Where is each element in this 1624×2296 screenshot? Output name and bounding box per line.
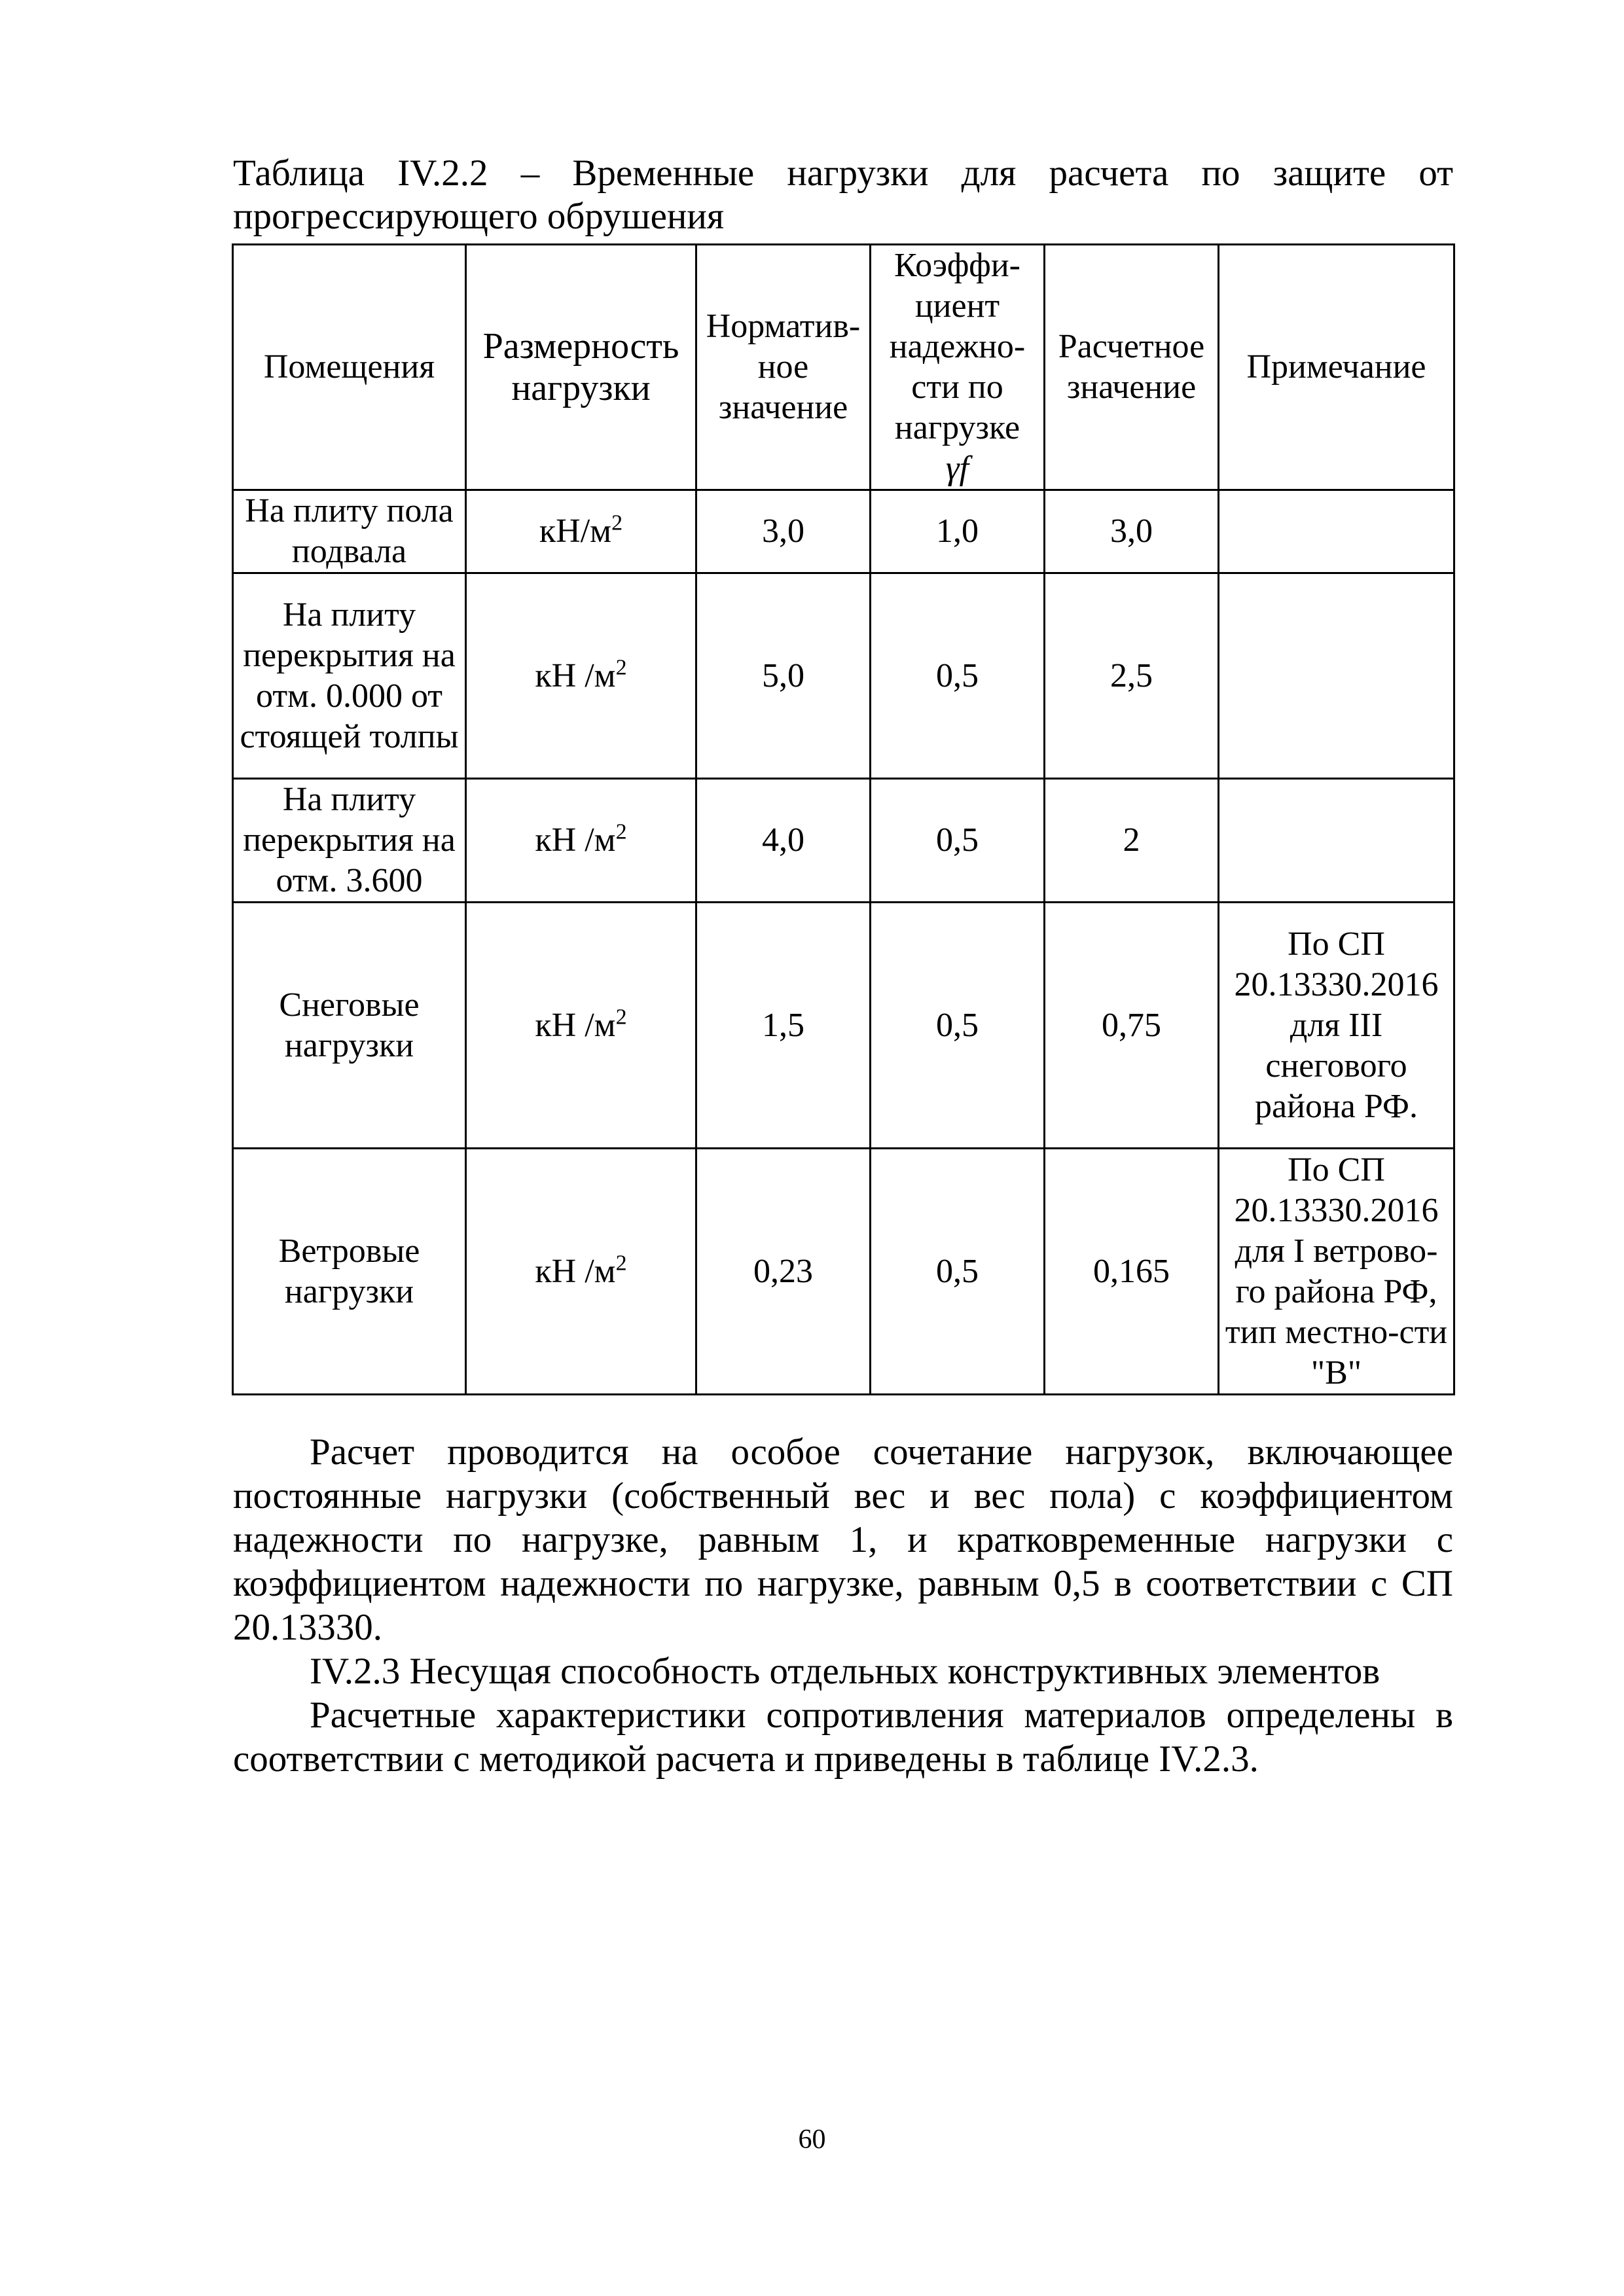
cell-coef: 0,5 <box>871 573 1045 779</box>
cell-design: 2,5 <box>1045 573 1219 779</box>
page-number: 60 <box>798 2125 826 2155</box>
cell-coef: 0,5 <box>871 779 1045 903</box>
cell-room: На плиту пола подвала <box>233 490 466 573</box>
cell-normative: 3,0 <box>696 490 871 573</box>
header-note: Примечание <box>1219 245 1454 490</box>
unit-exponent: 2 <box>615 1251 627 1276</box>
cell-unit <box>466 1149 696 1395</box>
cell-unit <box>466 490 696 573</box>
unit-exponent: 2 <box>615 1005 627 1030</box>
cell-design: 3,0 <box>1045 490 1219 573</box>
header-coef-text: Коэффи-циент надежно-сти по нагрузке <box>889 247 1026 446</box>
table-row <box>233 1149 1454 1395</box>
cell-design: 0,165 <box>1045 1149 1219 1395</box>
cell-design: 0,75 <box>1045 903 1219 1149</box>
caption-line-2: прогрессирующего обрушения <box>233 196 725 237</box>
header-coef <box>871 245 1045 490</box>
cell-normative: 5,0 <box>696 573 871 779</box>
cell-coef: 1,0 <box>871 490 1045 573</box>
caption-line-1: Таблица IV.2.2 – Временные нагрузки для расчета по защите от <box>233 152 1453 194</box>
unit-text: кН /м <box>535 1252 616 1290</box>
header-dimension: Размерность нагрузки <box>466 245 696 490</box>
unit-text: кН /м <box>535 1006 616 1044</box>
loads-table <box>232 243 1455 1395</box>
unit-exponent: 2 <box>615 819 627 844</box>
cell-normative: 4,0 <box>696 779 871 903</box>
cell-normative: 1,5 <box>696 903 871 1149</box>
table-row <box>233 903 1454 1149</box>
unit-text: кН /м <box>535 821 616 859</box>
table-row <box>233 573 1454 779</box>
table-row <box>233 779 1454 903</box>
header-design: Расчетное значение <box>1045 245 1219 490</box>
header-normative: Норматив-ное значение <box>696 245 871 490</box>
cell-note: По СП 20.13330.2016 для III снегового района РФ. <box>1219 903 1454 1149</box>
cell-coef: 0,5 <box>871 903 1045 1149</box>
header-coef-symbol: γf <box>946 450 969 487</box>
unit-text: кН/м <box>539 512 612 550</box>
paragraph-load-combination: Расчет проводится на особое сочетание нагрузок, включающее постоянные нагрузки (собственный вес и вес пола) с коэффициентом надежности по нагрузке, равным 1, и кратковременные нагрузки с коэффициентом надежности по нагрузке, равным 0,5 в соответствии с СП 20.13330. <box>233 1431 1453 1648</box>
cell-note <box>1219 573 1454 779</box>
cell-note <box>1219 779 1454 903</box>
section-heading: IV.2.3 Несущая способность отдельных конструктивных элементов <box>310 1651 1380 1692</box>
cell-room: Ветровые нагрузки <box>233 1149 466 1395</box>
cell-coef: 0,5 <box>871 1149 1045 1395</box>
cell-unit <box>466 779 696 903</box>
unit-exponent: 2 <box>615 655 627 680</box>
header-rooms: Помещения <box>233 245 466 490</box>
cell-unit <box>466 573 696 779</box>
paragraph-material-characteristics: Расчетные характеристики сопротивления материалов определены в соответствии с методикой расчета и приведены в таблице IV.2.3. <box>233 1695 1453 1780</box>
unit-exponent: 2 <box>611 511 623 535</box>
table-row <box>233 490 1454 573</box>
cell-room: На плиту перекрытия на отм. 3.600 <box>233 779 466 903</box>
cell-room: Снеговые нагрузки <box>233 903 466 1149</box>
cell-note: По СП 20.13330.2016 для I ветрово-го района РФ, тип местно-сти "В" <box>1219 1149 1454 1395</box>
table-header-row <box>233 245 1454 490</box>
cell-normative: 0,23 <box>696 1149 871 1395</box>
table-caption <box>233 152 1453 238</box>
cell-unit <box>466 903 696 1149</box>
unit-text: кН /м <box>535 656 616 694</box>
cell-note <box>1219 490 1454 573</box>
cell-design: 2 <box>1045 779 1219 903</box>
cell-room: На плиту перекрытия на отм. 0.000 от стоящей толпы <box>233 573 466 779</box>
